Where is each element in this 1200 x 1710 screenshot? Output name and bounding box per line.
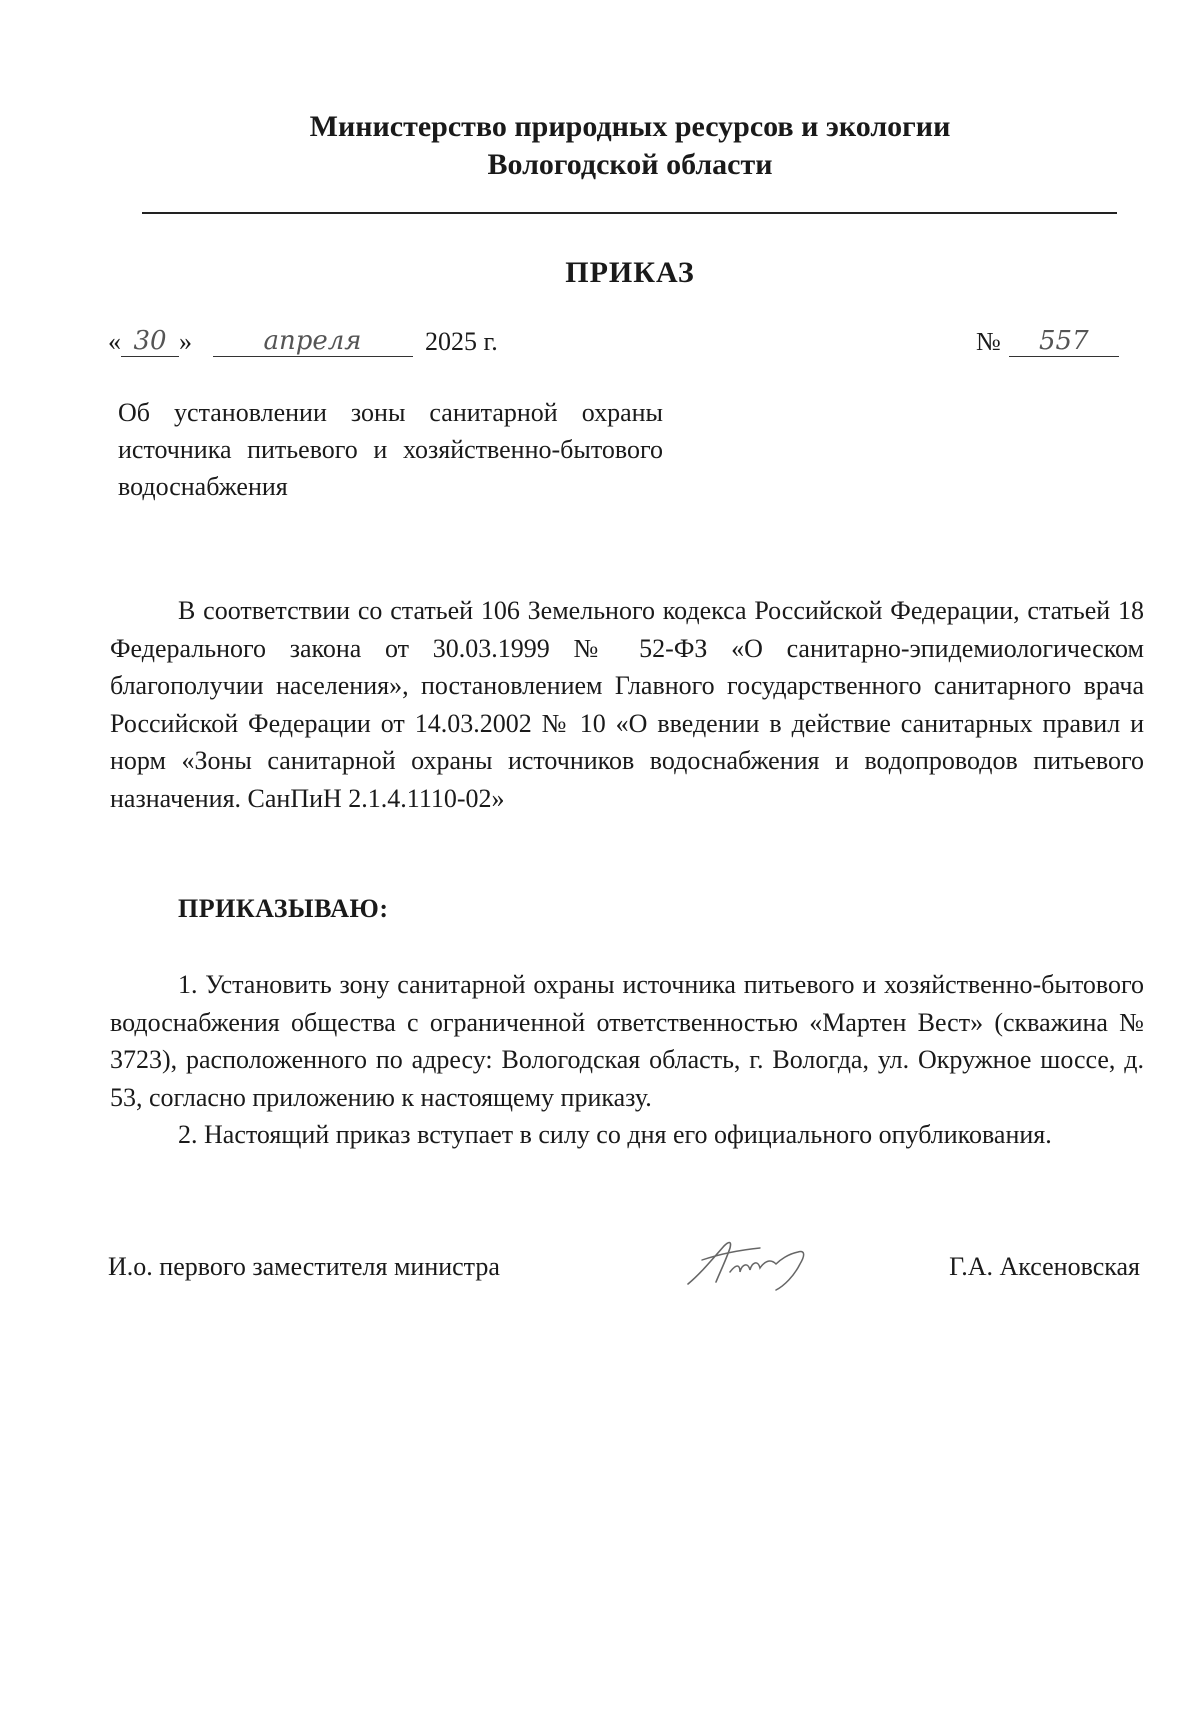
document-type: ПРИКАЗ xyxy=(565,256,695,289)
signatory-title: И.о. первого заместителя министра xyxy=(108,1252,500,1281)
order-subject: Об установлении зоны санитарной охраны источника питьевого и хозяйственно-бытового водоснабжения xyxy=(118,398,663,501)
ministry-header xyxy=(130,108,1130,184)
handwritten-signature xyxy=(680,1224,830,1294)
ministry-name: Министерство природных ресурсов и экологии xyxy=(309,110,951,143)
order-item-2: 2. Настоящий приказ вступает в силу со дня его официального опубликования. xyxy=(178,1120,1052,1149)
number-value: 557 xyxy=(1009,326,1119,357)
region-name: Вологодской области xyxy=(487,148,773,181)
date-month: апреля xyxy=(213,326,413,357)
number-sign: № xyxy=(976,327,1001,356)
order-heading: ПРИКАЗЫВАЮ: xyxy=(178,894,389,923)
date-day: 30 xyxy=(121,326,179,357)
date-close-quote: » xyxy=(179,327,192,356)
order-number xyxy=(976,326,1119,362)
order-item-1: 1. Установить зону санитарной охраны источника питьевого и хозяйственно-бытового водоснабжения общества с ограниченной ответственностью «Мартен Вест» (скважина № 3723), расположенного по адресу: Вологодская область, г. Вологда, ул. Окружное шоссе, д. 53, согласно приложению к настоящему приказу. xyxy=(110,970,1144,1112)
signatory-name: Г.А. Аксеновская xyxy=(949,1252,1140,1281)
date-year: 2025 г. xyxy=(425,327,498,356)
date-open-quote: « xyxy=(108,327,121,356)
preamble-paragraph: В соответствии со статьей 106 Земельного кодекса Российской Федерации, статьей 18 Федерального закона от 30.03.1999 № 52-ФЗ «О санитарно-эпидемиологическом благополучии населения», постановлением Главного государственного санитарного врача Российской Федерации от 14.03.2002 № 10 «О введении в действие санитарных правил и норм «Зоны санитарной охраны источников водоснабжения и водопроводов питьевого назначения. СанПиН 2.1.4.1110-02» xyxy=(110,596,1144,813)
header-rule xyxy=(142,212,1117,214)
order-date xyxy=(108,326,498,362)
